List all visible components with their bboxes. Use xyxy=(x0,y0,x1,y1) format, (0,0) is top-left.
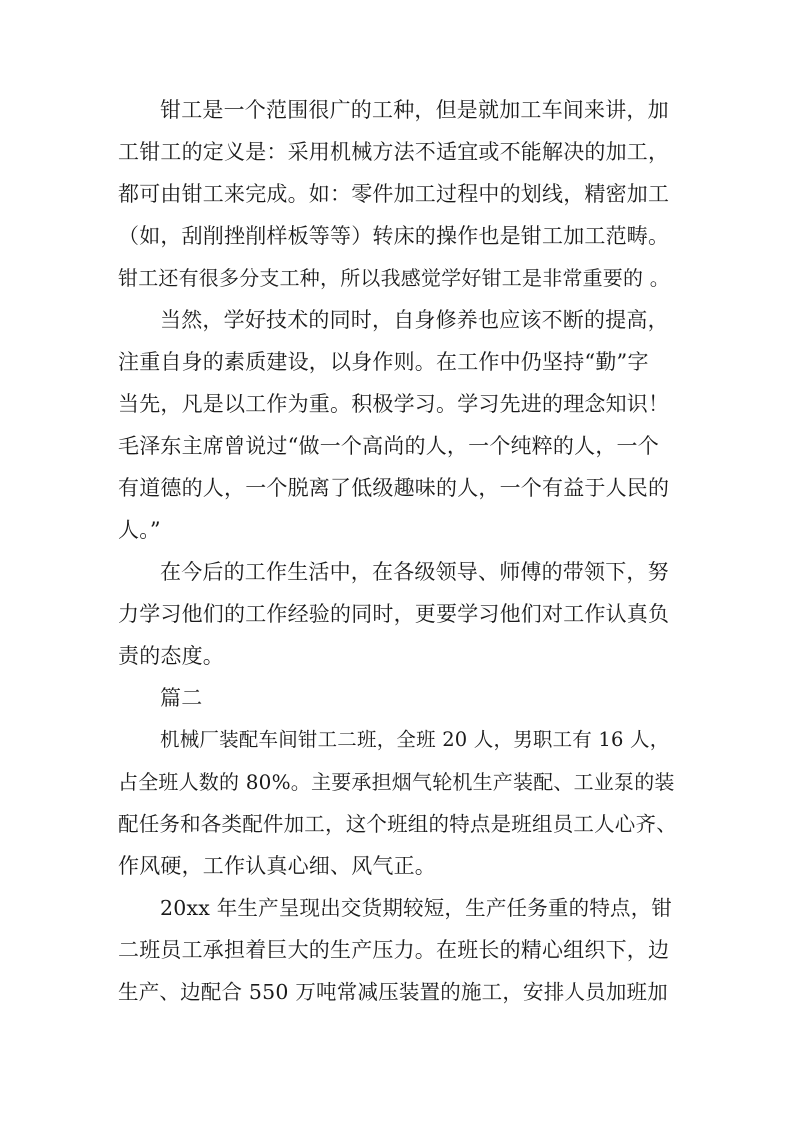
text-line: （如，刮削挫削样板等等）转床的操作也是钳工加工范畴。 xyxy=(118,224,670,248)
text-line: 毛泽东主席曾说过“做一个高尚的人，一个纯粹的人，一个 xyxy=(118,434,659,458)
text-line: 占全班人数的 80%。主要承担烟气轮机生产装配、工业泵的装 xyxy=(118,770,675,794)
text-line: 作风硬，工作认真心细、风气正。 xyxy=(118,854,436,878)
text-line: 工钳工的定义是：采用机械方法不适宜或不能解决的加工， xyxy=(118,140,670,164)
text-line: 人。” xyxy=(118,518,161,542)
text-line: 钳工是一个范围很广的工种，但是就加工车间来讲，加 xyxy=(160,98,669,122)
section-heading: 篇二 xyxy=(160,686,203,710)
text-line: 二班员工承担着巨大的生产压力。在班长的精心组织下，边 xyxy=(118,938,670,962)
text-line: 有道德的人，一个脱离了低级趣味的人，一个有益于人民的 xyxy=(118,476,670,500)
text-line: 都可由钳工来完成。如：零件加工过程中的划线，精密加工 xyxy=(118,182,670,206)
text-line: 当先，凡是以工作为重。积极学习。学习先进的理念知识！ xyxy=(118,392,670,416)
text-line: 在今后的工作生活中，在各级领导、师傅的带领下，努 xyxy=(160,560,669,584)
text-line: 注重自身的素质建设，以身作则。在工作中仍坚持“勤”字 xyxy=(118,350,649,374)
text-line: 配任务和各类配件加工，这个班组的特点是班组员工人心齐、 xyxy=(118,812,677,836)
text-line: 当然，学好技术的同时，自身修养也应该不断的提高， xyxy=(160,308,669,332)
text-line: 责的态度。 xyxy=(118,644,224,668)
text-line: 20xx 年生产呈现出交货期较短，生产任务重的特点，钳 xyxy=(160,896,673,920)
text-line: 机械厂装配车间钳工二班，全班 20 人，男职工有 16 人， xyxy=(160,728,670,751)
text-line: 钳工还有很多分支工种，所以我感觉学好钳工是非常重要的 。 xyxy=(118,266,670,290)
text-line: 生产、边配合 550 万吨常减压装置的施工，安排人员加班加 xyxy=(118,980,668,1004)
text-line: 力学习他们的工作经验的同时，更要学习他们对工作认真负 xyxy=(118,602,670,626)
